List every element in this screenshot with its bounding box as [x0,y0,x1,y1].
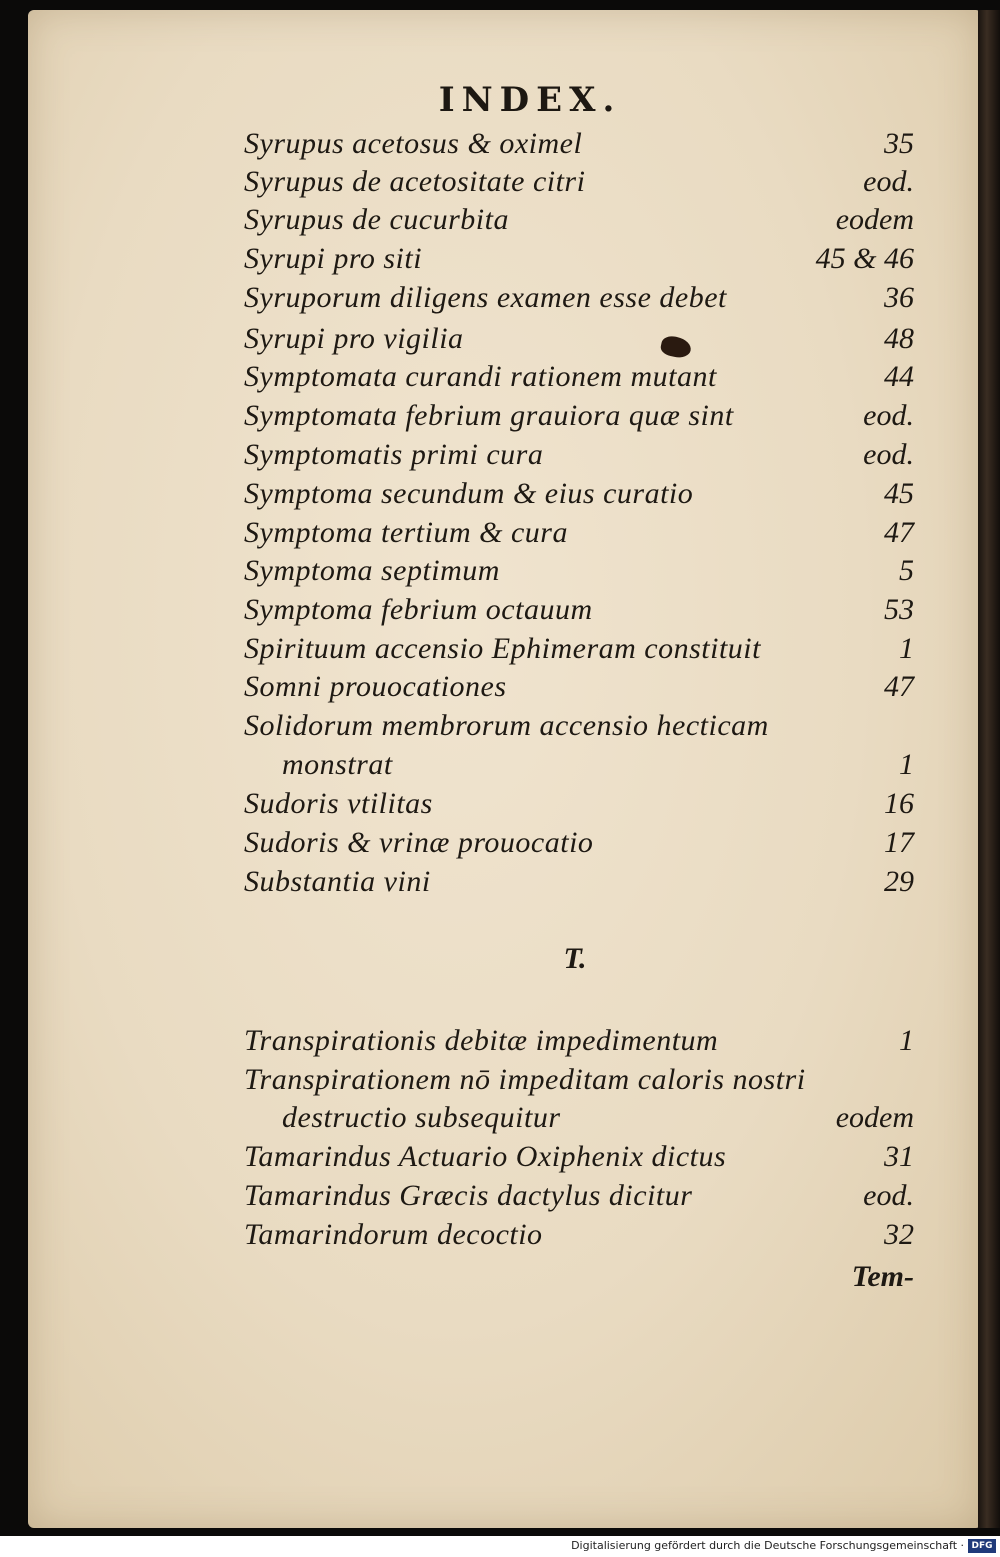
entry-label: monstrat [282,748,393,781]
entry-page: eodem [835,1101,914,1134]
entry-label: Transpirationem nō impeditam caloris nostri [244,1063,806,1096]
catchword: Tem- [851,1260,914,1293]
entry-label: Syrupi pro siti [244,242,423,275]
entry-label: Syrupus de cucurbita [244,203,509,236]
entry-page: 1 [899,748,914,781]
entry-label: Sudoris & vrinæ prouocatio [244,826,594,859]
index-entry [244,1022,914,1060]
entry-label: Symptoma secundum & eius curatio [244,477,694,510]
entry-label: Syruporum diligens examen esse debet [244,281,727,314]
entry-label: Solidorum membrorum accensio hecticam [244,709,769,742]
index-entry [244,1061,914,1099]
entry-page: 47 [884,516,914,549]
index-entry [244,1216,914,1254]
entry-page: 35 [884,127,914,160]
index-entry [244,591,914,629]
index-entry [244,475,914,513]
entry-label: Symptomatis primi cura [244,438,544,471]
entry-page: 16 [884,787,914,820]
entry-label: destructio subsequitur [282,1101,561,1134]
index-entry-continuation [244,1099,914,1137]
entry-page: 45 [884,477,914,510]
index-entry [244,358,914,396]
section-letter: T. [563,942,587,975]
entry-page: eod. [863,165,914,198]
entry-label: Symptoma febrium octauum [244,593,593,626]
index-entry [244,630,914,668]
index-entry [244,824,914,862]
entry-label: Spirituum accensio Ephimeram constituit [244,632,761,665]
entry-label: Somni prouocationes [244,670,507,703]
index-entry [244,668,914,706]
entry-page: eod. [863,1179,914,1212]
index-entry [244,279,914,317]
page-header: INDEX. [438,80,622,120]
entry-label: Substantia vini [244,865,431,898]
index-entry [244,552,914,590]
book-edge [978,10,1000,1528]
entry-label: Transpirationis debitæ impedimentum [244,1024,719,1057]
entry-label: Symptoma tertium & cura [244,516,568,549]
entry-page: 32 [884,1218,914,1251]
index-entry [244,163,914,201]
dfg-logo: DFG [968,1539,996,1553]
entry-page: eodem [835,203,914,236]
entry-page: 48 [884,322,914,355]
entry-page: 1 [899,632,914,665]
entry-page: 44 [884,360,914,393]
entry-page: 31 [884,1140,914,1173]
entry-label: Symptomata febrium grauiora quæ sint [244,399,734,432]
entry-page: 53 [884,593,914,626]
entry-page: 36 [884,281,914,314]
index-entry [244,863,914,901]
footer-credit: Digitalisierung gefördert durch die Deutsche Forschungsgemeinschaft · [571,1539,964,1552]
entry-label: Syrupus acetosus & oximel [244,127,583,160]
entry-label: Tamarindus Græcis dactylus dicitur [244,1179,693,1212]
entry-label: Tamarindorum decoctio [244,1218,543,1251]
index-entry [244,436,914,474]
index-entry [244,1177,914,1215]
entry-label: Symptoma septimum [244,554,500,587]
index-entry [244,707,914,745]
entry-page: 17 [884,826,914,859]
index-entry [244,514,914,552]
entry-page: eod. [863,399,914,432]
index-entry [244,125,914,163]
entry-label: Syrupus de acetositate citri [244,165,586,198]
entry-page: 29 [884,865,914,898]
index-entry-continuation [244,746,914,784]
entry-label: Sudoris vtilitas [244,787,433,820]
index-entry [244,1138,914,1176]
index-entry [244,320,914,358]
entry-page: 1 [899,1024,914,1057]
index-entry [244,785,914,823]
entry-label: Symptomata curandi rationem mutant [244,360,717,393]
entry-page: 45 & 46 [815,242,914,275]
index-entry [244,201,914,239]
index-entry [244,397,914,435]
entry-label: Syrupi pro vigilia [244,322,464,355]
index-entry [244,240,914,278]
entry-page: 5 [899,554,914,587]
entry-page: 47 [884,670,914,703]
entry-label: Tamarindus Actuario Oxiphenix dictus [244,1140,727,1173]
entry-page: eod. [863,438,914,471]
digitization-footer [0,1536,1000,1557]
